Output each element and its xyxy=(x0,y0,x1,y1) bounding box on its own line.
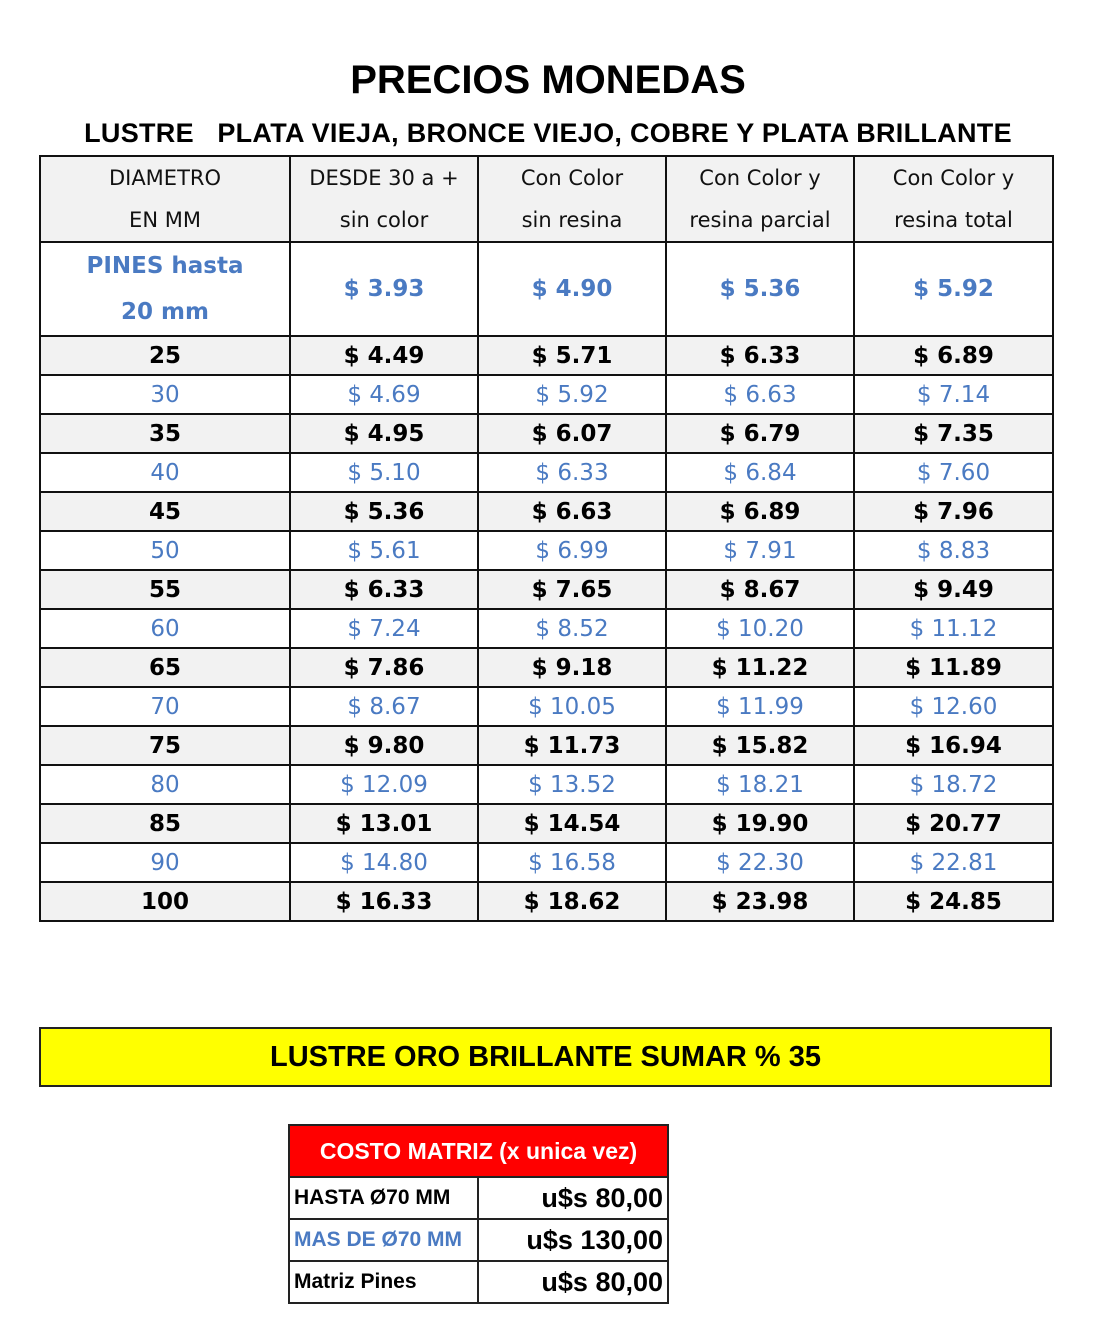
price-row xyxy=(40,414,1053,453)
price-cell: $ 16.58 xyxy=(478,843,666,882)
price-cell: $ 7.35 xyxy=(854,414,1053,453)
matriz-label: MAS DE Ø70 MM xyxy=(289,1219,478,1261)
price-row xyxy=(40,531,1053,570)
price-cell: $ 12.60 xyxy=(854,687,1053,726)
matriz-row xyxy=(289,1219,668,1261)
diameter-cell: 50 xyxy=(40,531,290,570)
header-diametro: DIAMETRO EN MM xyxy=(40,156,290,242)
price-cell: $ 20.77 xyxy=(854,804,1053,843)
price-cell: $ 7.60 xyxy=(854,453,1053,492)
price-cell: $ 11.89 xyxy=(854,648,1053,687)
price-row xyxy=(40,882,1053,921)
price-cell: $ 18.72 xyxy=(854,765,1053,804)
price-row xyxy=(40,375,1053,414)
price-cell: $ 16.94 xyxy=(854,726,1053,765)
price-row xyxy=(40,687,1053,726)
price-cell: $ 4.49 xyxy=(290,336,478,375)
page-subtitle: LUSTRE PLATA VIEJA, BRONCE VIEJO, COBRE Y PLATA BRILLANTE xyxy=(84,118,1012,148)
price-cell: $ 4.69 xyxy=(290,375,478,414)
price-cell: $ 4.90 xyxy=(478,242,666,336)
price-cell: $ 7.91 xyxy=(666,531,854,570)
price-cell: $ 14.80 xyxy=(290,843,478,882)
price-cell: $ 5.10 xyxy=(290,453,478,492)
price-cell: $ 5.92 xyxy=(478,375,666,414)
matriz-label: HASTA Ø70 MM xyxy=(289,1177,478,1219)
price-row xyxy=(40,570,1053,609)
diameter-cell: 60 xyxy=(40,609,290,648)
price-cell: $ 6.99 xyxy=(478,531,666,570)
price-cell: $ 4.95 xyxy=(290,414,478,453)
price-cell: $ 5.36 xyxy=(290,492,478,531)
matriz-value: u$s 130,00 xyxy=(478,1219,668,1261)
price-row xyxy=(40,492,1053,531)
matriz-cost-table xyxy=(288,1124,669,1304)
price-cell: $ 6.63 xyxy=(478,492,666,531)
price-cell: $ 22.30 xyxy=(666,843,854,882)
price-cell: $ 8.52 xyxy=(478,609,666,648)
price-cell: $ 5.92 xyxy=(854,242,1053,336)
price-cell: $ 13.52 xyxy=(478,765,666,804)
price-row xyxy=(40,609,1053,648)
price-row xyxy=(40,453,1053,492)
diameter-cell: 85 xyxy=(40,804,290,843)
matriz-value: u$s 80,00 xyxy=(478,1177,668,1219)
price-cell: $ 6.84 xyxy=(666,453,854,492)
header-resina-total: Con Color y resina total xyxy=(854,156,1053,242)
price-cell: $ 18.21 xyxy=(666,765,854,804)
price-cell: $ 9.80 xyxy=(290,726,478,765)
price-cell: $ 9.18 xyxy=(478,648,666,687)
gold-lustre-banner: LUSTRE ORO BRILLANTE SUMAR % 35 xyxy=(39,1027,1052,1087)
diameter-cell: 70 xyxy=(40,687,290,726)
header-row xyxy=(40,156,1053,242)
matriz-row xyxy=(289,1177,668,1219)
price-cell: $ 8.67 xyxy=(290,687,478,726)
price-cell: $ 16.33 xyxy=(290,882,478,921)
diameter-cell: 55 xyxy=(40,570,290,609)
header-resina-parcial: Con Color y resina parcial xyxy=(666,156,854,242)
price-cell: $ 8.83 xyxy=(854,531,1053,570)
matriz-row xyxy=(289,1261,668,1303)
price-cell: $ 6.33 xyxy=(666,336,854,375)
diameter-cell: 75 xyxy=(40,726,290,765)
price-cell: $ 6.07 xyxy=(478,414,666,453)
price-cell: $ 6.33 xyxy=(290,570,478,609)
diameter-cell: 80 xyxy=(40,765,290,804)
matriz-value: u$s 80,00 xyxy=(478,1261,668,1303)
diameter-cell: 65 xyxy=(40,648,290,687)
price-row xyxy=(40,648,1053,687)
price-cell: $ 7.96 xyxy=(854,492,1053,531)
header-con-color-sin-resina: Con Color sin resina xyxy=(478,156,666,242)
price-cell: $ 8.67 xyxy=(666,570,854,609)
matriz-label: Matriz Pines xyxy=(289,1261,478,1303)
diameter-cell: 35 xyxy=(40,414,290,453)
price-cell: $ 7.65 xyxy=(478,570,666,609)
matriz-header-row xyxy=(289,1125,668,1177)
price-cell: $ 6.89 xyxy=(666,492,854,531)
price-cell: $ 7.86 xyxy=(290,648,478,687)
price-cell: $ 3.93 xyxy=(290,242,478,336)
price-cell: $ 24.85 xyxy=(854,882,1053,921)
price-cell: $ 10.05 xyxy=(478,687,666,726)
price-row xyxy=(40,843,1053,882)
price-cell: $ 10.20 xyxy=(666,609,854,648)
price-cell: $ 6.79 xyxy=(666,414,854,453)
diameter-cell: 40 xyxy=(40,453,290,492)
diameter-cell: 25 xyxy=(40,336,290,375)
price-cell: $ 6.33 xyxy=(478,453,666,492)
price-cell: $ 5.61 xyxy=(290,531,478,570)
price-cell: $ 15.82 xyxy=(666,726,854,765)
price-cell: $ 11.22 xyxy=(666,648,854,687)
price-cell: $ 12.09 xyxy=(290,765,478,804)
price-cell: $ 13.01 xyxy=(290,804,478,843)
price-row xyxy=(40,765,1053,804)
price-cell: $ 23.98 xyxy=(666,882,854,921)
price-cell: $ 14.54 xyxy=(478,804,666,843)
price-cell: $ 11.99 xyxy=(666,687,854,726)
price-row xyxy=(40,336,1053,375)
price-cell: $ 6.63 xyxy=(666,375,854,414)
price-cell: $ 11.12 xyxy=(854,609,1053,648)
pines-row xyxy=(40,242,1053,336)
price-cell: $ 7.24 xyxy=(290,609,478,648)
price-cell: $ 5.71 xyxy=(478,336,666,375)
price-row xyxy=(40,804,1053,843)
price-cell: $ 22.81 xyxy=(854,843,1053,882)
price-cell: $ 9.49 xyxy=(854,570,1053,609)
price-cell: $ 18.62 xyxy=(478,882,666,921)
diameter-cell: 45 xyxy=(40,492,290,531)
price-table xyxy=(39,155,1054,922)
page-title: PRECIOS MONEDAS xyxy=(350,58,746,102)
price-cell: $ 11.73 xyxy=(478,726,666,765)
header-sin-color: DESDE 30 a + sin color xyxy=(290,156,478,242)
price-cell: $ 19.90 xyxy=(666,804,854,843)
price-cell: $ 7.14 xyxy=(854,375,1053,414)
price-row xyxy=(40,726,1053,765)
price-cell: $ 6.89 xyxy=(854,336,1053,375)
diameter-cell: 90 xyxy=(40,843,290,882)
price-cell: $ 5.36 xyxy=(666,242,854,336)
pines-label: PINES hasta 20 mm xyxy=(40,242,290,336)
diameter-cell: 30 xyxy=(40,375,290,414)
diameter-cell: 100 xyxy=(40,882,290,921)
matriz-title: COSTO MATRIZ (x unica vez) xyxy=(289,1125,668,1177)
